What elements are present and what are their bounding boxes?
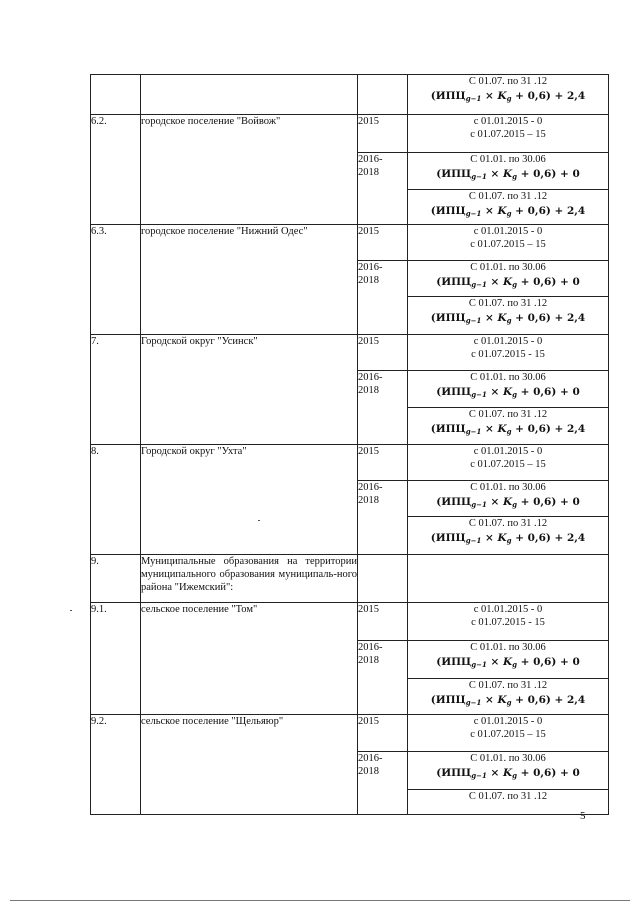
formula-plus: + 0,6): [511, 312, 551, 324]
formula-k: K: [502, 656, 513, 668]
year-range-cell: [358, 153, 408, 225]
formula-open: (ИПЦ: [436, 386, 472, 398]
period-label: С 01.07. по 31 .12: [468, 518, 548, 529]
tariff-formula: [408, 275, 608, 292]
period-cell: [408, 641, 609, 679]
row-number: 6.2.: [91, 115, 141, 225]
row-number: 9.1.: [91, 603, 141, 715]
year-cell: 2015: [358, 225, 408, 261]
period-label: С 01.01. по 30.06: [470, 482, 546, 493]
year-range: 2016- 2018: [358, 372, 383, 396]
formula-sub: g−1: [471, 660, 487, 669]
row-number: 6.3.: [91, 225, 141, 335]
tariff-formula: [408, 89, 608, 106]
row-number: 9.: [91, 555, 141, 603]
rate-line: с 01.01.2015 - 0: [473, 604, 543, 615]
period-label: С 01.01. по 30.06: [470, 372, 546, 383]
formula-ksub: g: [506, 94, 512, 103]
formula-ksub: g: [506, 209, 512, 218]
formula-k: K: [502, 168, 513, 180]
period-cell: [408, 790, 609, 815]
formula-times: ×: [486, 496, 503, 508]
year-cell: 2015: [358, 603, 408, 641]
rate-line: с 01.07.2015 – 15: [470, 459, 546, 470]
formula-plus: + 0,6): [511, 205, 551, 217]
rate-line: с 01.07.2015 - 15: [471, 349, 545, 360]
formula-ksub: g: [506, 316, 512, 325]
formula-open: (ИПЦ: [436, 276, 472, 288]
formula-sub: g−1: [465, 427, 482, 436]
period-label: С 01.07. по 31 .12: [468, 298, 548, 309]
rate-line: с 01.01.2015 - 0: [473, 716, 543, 727]
formula-ksub: g: [506, 698, 512, 707]
formula-open: (ИПЦ: [430, 532, 466, 544]
period-cell: [408, 225, 609, 261]
formula-times: ×: [481, 90, 498, 102]
formula-add: + 0: [556, 656, 580, 668]
year-cell: 2015: [358, 115, 408, 153]
year-range: 2016- 2018: [358, 262, 383, 286]
year-range: 2016- 2018: [358, 753, 383, 777]
table-row: [91, 715, 609, 752]
period-cell: [408, 481, 609, 517]
formula-ksub: g: [512, 390, 517, 399]
period-label: С 01.01. по 30.06: [470, 753, 546, 764]
formula-times: ×: [481, 694, 498, 706]
tariff-formula: [408, 495, 608, 512]
formula-k: K: [497, 90, 507, 102]
year-range: 2016- 2018: [358, 642, 383, 666]
municipality-name: городское поселение "Войвож": [141, 115, 358, 225]
tariff-formula: [408, 311, 608, 328]
rate-line: с 01.01.2015 - 0: [473, 336, 543, 347]
formula-ksub: g: [512, 172, 517, 181]
rate-line: с 01.07.2015 – 15: [470, 239, 546, 250]
row-number: 7.: [91, 335, 141, 445]
formula-sub: g−1: [465, 94, 482, 103]
formula-open: (ИПЦ: [430, 312, 466, 324]
formula-ksub: g: [512, 771, 517, 780]
formula-plus: + 0,6): [516, 386, 557, 398]
scan-speck: [258, 520, 260, 521]
table-row: [91, 115, 609, 153]
formula-add: + 0: [556, 386, 580, 398]
formula-times: ×: [486, 168, 503, 180]
formula-sub: g−1: [465, 316, 482, 325]
formula-plus: + 0,6): [511, 532, 551, 544]
table-row-section: [91, 555, 609, 603]
municipality-name: Городской округ "Ухта": [141, 445, 358, 555]
formula-k: K: [497, 205, 507, 217]
table-row-continuation: [91, 75, 609, 115]
period-cell: [408, 153, 609, 190]
formula-plus: + 0,6): [511, 423, 551, 435]
table-cell: [408, 555, 609, 603]
formula-add: + 2,4: [550, 532, 586, 544]
formula-add: + 2,4: [550, 694, 586, 706]
period-cell: [408, 679, 609, 715]
municipality-name: сельское поселение "Щельяюр": [141, 715, 358, 815]
tariff-formula: [408, 531, 608, 548]
formula-k: K: [502, 767, 513, 779]
year-range: 2016- 2018: [358, 154, 383, 178]
formula-add: + 0: [556, 276, 580, 288]
period-label: С 01.01. по 30.06: [470, 262, 546, 273]
formula-ksub: g: [512, 280, 517, 289]
formula-ksub: g: [506, 427, 512, 436]
formula-plus: + 0,6): [516, 168, 557, 180]
municipality-name: Городской округ "Усинск": [141, 335, 358, 445]
formula-k: K: [497, 423, 507, 435]
scan-speck: [70, 610, 72, 611]
formula-k: K: [502, 276, 513, 288]
formula-k: K: [502, 496, 513, 508]
tariff-formula: [408, 766, 608, 783]
year-range-cell: [358, 371, 408, 445]
formula-add: + 0: [556, 767, 580, 779]
table-row: [91, 445, 609, 481]
period-label: С 01.07. по 31 .12: [468, 409, 548, 420]
period-cell: [408, 752, 609, 790]
formula-add: + 2,4: [550, 312, 586, 324]
formula-sub: g−1: [465, 209, 482, 218]
formula-k: K: [497, 694, 507, 706]
period-label: С 01.07. по 31 .12: [468, 680, 548, 691]
formula-open: (ИПЦ: [430, 423, 466, 435]
formula-add: + 0: [556, 168, 580, 180]
year-range-cell: [358, 752, 408, 815]
formula-add: + 2,4: [550, 205, 586, 217]
formula-plus: + 0,6): [511, 90, 551, 102]
formula-times: ×: [481, 423, 498, 435]
formula-plus: + 0,6): [516, 656, 557, 668]
table-cell: [91, 75, 141, 115]
formula-open: (ИПЦ: [430, 205, 466, 217]
row-number: 8.: [91, 445, 141, 555]
formula-sub: g−1: [471, 771, 487, 780]
table-row: [91, 225, 609, 261]
formula-times: ×: [486, 656, 503, 668]
formula-times: ×: [481, 312, 498, 324]
formula-open: (ИПЦ: [430, 694, 466, 706]
period-label: С 01.01. по 30.06: [470, 154, 546, 165]
rate-line: с 01.07.2015 - 15: [471, 617, 545, 628]
formula-ksub: g: [512, 500, 517, 509]
formula-plus: + 0,6): [516, 276, 557, 288]
tariff-formula: [408, 693, 608, 710]
formula-open: (ИПЦ: [436, 656, 472, 668]
formula-plus: + 0,6): [511, 694, 551, 706]
period-label: С 01.07. по 31 .12: [468, 791, 548, 802]
period-cell: [408, 715, 609, 752]
year-range-cell: [358, 261, 408, 335]
formula-plus: + 0,6): [516, 496, 557, 508]
table-cell: [358, 555, 408, 603]
tariff-formula: [408, 422, 608, 439]
table-cell: [358, 75, 408, 115]
period-cell: [408, 335, 609, 371]
period-cell: [408, 115, 609, 153]
formula-open: (ИПЦ: [436, 767, 472, 779]
year-range-cell: [358, 481, 408, 555]
formula-plus: + 0,6): [516, 767, 557, 779]
year-cell: 2015: [358, 335, 408, 371]
rate-line: с 01.01.2015 - 0: [473, 446, 543, 457]
formula-times: ×: [481, 532, 498, 544]
table-row: [91, 335, 609, 371]
year-range: 2016- 2018: [358, 482, 383, 506]
rate-line: с 01.01.2015 - 0: [473, 116, 543, 127]
formula-sub: g−1: [471, 172, 487, 181]
formula-times: ×: [481, 205, 498, 217]
period-cell: [408, 445, 609, 481]
formula-sub: g−1: [471, 390, 487, 399]
year-cell: 2015: [358, 715, 408, 752]
tariff-table: [90, 74, 609, 815]
formula-open: (ИПЦ: [436, 168, 472, 180]
formula-open: (ИПЦ: [436, 496, 472, 508]
year-range-cell: [358, 641, 408, 715]
formula-sub: g−1: [465, 536, 482, 545]
formula-sub: g−1: [471, 280, 487, 289]
formula-open: (ИПЦ: [430, 90, 466, 102]
formula-times: ×: [486, 386, 503, 398]
municipality-name: сельское поселение "Том": [141, 603, 358, 715]
tariff-formula: [408, 655, 608, 672]
formula-k: K: [502, 386, 513, 398]
formula-k: K: [497, 312, 507, 324]
period-cell: [408, 603, 609, 641]
tariff-formula: [408, 385, 608, 402]
period-label: С 01.07. по 31 .12: [468, 76, 548, 87]
table-cell: [141, 75, 358, 115]
period-cell: [408, 371, 609, 408]
formula-sub: g−1: [465, 698, 482, 707]
rate-line: с 01.07.2015 – 15: [470, 129, 546, 140]
tariff-formula: [408, 167, 608, 184]
period-cell: [408, 517, 609, 555]
formula-ksub: g: [506, 536, 512, 545]
period-label: С 01.07. по 31 .12: [468, 191, 548, 202]
period-cell: [408, 297, 609, 335]
rate-line: с 01.01.2015 - 0: [473, 226, 543, 237]
table-row: [91, 603, 609, 641]
row-number: 9.2.: [91, 715, 141, 815]
page-edge-line: [10, 900, 630, 901]
formula-add: + 0: [556, 496, 580, 508]
period-cell: [408, 75, 609, 115]
period-label: С 01.01. по 30.06: [470, 642, 546, 653]
period-cell: [408, 261, 609, 297]
period-cell: [408, 190, 609, 225]
formula-add: + 2,4: [550, 423, 586, 435]
formula-times: ×: [486, 767, 503, 779]
formula-add: + 2,4: [550, 90, 586, 102]
formula-sub: g−1: [471, 500, 487, 509]
formula-times: ×: [486, 276, 503, 288]
formula-k: K: [497, 532, 507, 544]
tariff-formula: [408, 204, 608, 221]
municipality-name: городское поселение "Нижний Одес": [141, 225, 358, 335]
rate-line: с 01.07.2015 – 15: [470, 729, 546, 740]
year-cell: 2015: [358, 445, 408, 481]
period-cell: [408, 408, 609, 445]
formula-ksub: g: [512, 660, 517, 669]
page-number: 5: [580, 810, 586, 822]
section-name: Муниципальные образования на территории муниципального образования муниципаль-ного района "Ижемский":: [141, 555, 358, 603]
